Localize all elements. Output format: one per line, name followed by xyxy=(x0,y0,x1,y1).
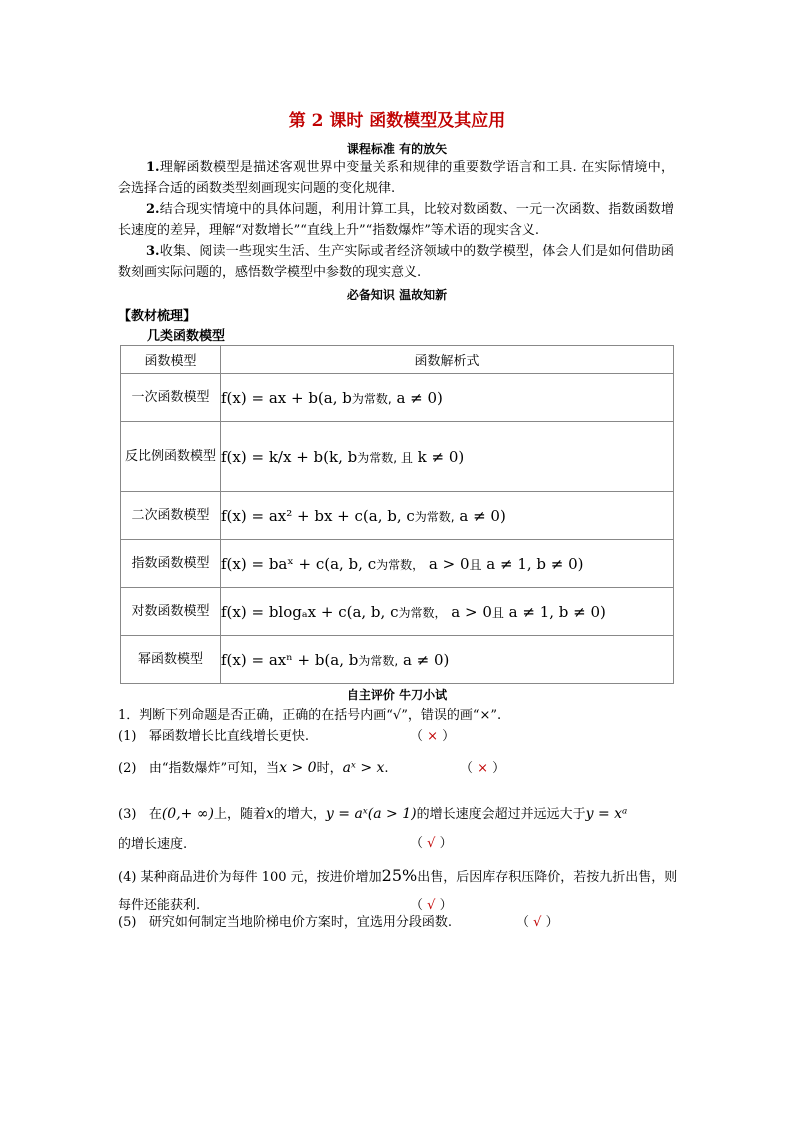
standard-number: 3. xyxy=(146,244,160,259)
answer-bracket: （ √ ） xyxy=(516,915,559,930)
item-text: 由“指数爆炸”可知，当 xyxy=(148,761,280,776)
model-name: 反比例函数模型 xyxy=(121,422,221,492)
formula-tail: a ≠ 1, b ≠ 0) xyxy=(503,602,606,621)
standard-number: 2. xyxy=(146,202,160,217)
formula-mid: a > 0 xyxy=(424,554,470,573)
standard-item-1 xyxy=(118,157,674,199)
item-text: 时， xyxy=(316,761,343,776)
question-intro: 1．判断下列命题是否正确，正确的在括号内画“√”，错误的画“×”. xyxy=(118,708,502,723)
item-text: 的增长速度会超过并远远大于 xyxy=(416,807,586,822)
formula-math: f(x) = axⁿ + b(a, b xyxy=(221,650,359,669)
standard-item-2 xyxy=(118,199,674,241)
formula-mid: a > 0 xyxy=(446,602,492,621)
item-text: 在 xyxy=(148,807,162,822)
formula-condition-2: 且 xyxy=(491,605,504,620)
model-formula xyxy=(221,540,674,588)
item-math: 25% xyxy=(381,866,418,885)
column-header-formula: 函数解析式 xyxy=(221,346,674,374)
model-formula xyxy=(221,422,674,492)
formula-math: f(x) = blogₐx + c(a, b, c xyxy=(221,602,399,621)
formula-tail: a ≠ 0) xyxy=(454,506,506,525)
formula-math: f(x) = k/x + b(k, b xyxy=(221,447,358,466)
formula-math: f(x) = baˣ + c(a, b, c xyxy=(221,554,377,573)
model-name: 对数函数模型 xyxy=(121,588,221,636)
answer-mark: √ xyxy=(533,915,542,930)
formula-condition-2: 且 xyxy=(469,557,482,572)
formula-math: f(x) = ax² + bx + c(a, b, c xyxy=(221,506,415,525)
item-math: aˣ > x xyxy=(342,760,385,776)
standard-number: 1. xyxy=(146,160,160,175)
item-label: (2) xyxy=(118,761,137,776)
item-text: 幂函数增长比直线增长更快. xyxy=(148,729,309,744)
item-text: 上，随着 xyxy=(213,807,266,822)
table-row xyxy=(121,540,674,588)
standard-item-3 xyxy=(118,241,674,283)
standards-heading: 课程标准 有的放矢 xyxy=(346,142,448,156)
question-item-5 xyxy=(118,912,678,933)
column-header-model: 函数模型 xyxy=(121,346,221,374)
answer-bracket: （ √ ） xyxy=(410,898,453,913)
formula-condition: 为常数, xyxy=(414,509,455,524)
answer-bracket: （ × ） xyxy=(410,729,456,744)
lesson-title: 第 2 课时 函数模型及其应用 xyxy=(288,111,506,131)
self-eval-heading: 自主评价 牛刀小试 xyxy=(346,688,448,702)
model-name: 幂函数模型 xyxy=(121,636,221,684)
answer-bracket: （ √ ） xyxy=(410,836,453,851)
answer-mark: √ xyxy=(427,898,436,913)
formula-condition: 为常数, xyxy=(351,391,392,406)
table-row xyxy=(121,422,674,492)
formula-tail: a ≠ 0) xyxy=(398,650,450,669)
knowledge-heading: 必备知识 温故知新 xyxy=(346,288,448,302)
item-text: 的增长速度. xyxy=(118,837,188,852)
model-formula xyxy=(221,374,674,422)
model-formula xyxy=(221,588,674,636)
question-item-2 xyxy=(118,758,678,779)
formula-tail: k ≠ 0) xyxy=(412,447,465,466)
answer-mark: √ xyxy=(427,836,436,851)
formula-condition: 为常数, xyxy=(358,653,399,668)
model-name: 一次函数模型 xyxy=(121,374,221,422)
table-row xyxy=(121,492,674,540)
table-row xyxy=(121,374,674,422)
standard-text: 收集、阅读一些现实生活、生产实际或者经济领域中的数学模型，体会人们是如何借助函数刻画实际问题的，感悟数学模型中参数的现实意义. xyxy=(118,244,674,280)
item-text: 出售，后因库存积压降价，若按九折出售，则每件还能获利. xyxy=(118,870,678,913)
table-caption: 几类函数模型 xyxy=(147,329,226,344)
answer-bracket: （ × ） xyxy=(460,761,506,776)
formula-condition: 为常数, 且 xyxy=(357,450,413,465)
answer-mark: × xyxy=(477,761,489,776)
answer-mark: × xyxy=(427,729,439,744)
item-text: 的增大， xyxy=(273,807,326,822)
formula-tail: a ≠ 0) xyxy=(391,388,443,407)
table-header-row xyxy=(121,346,674,374)
item-math: (0,+ ∞) xyxy=(161,806,214,822)
item-label: (3) xyxy=(118,807,137,822)
standard-text: 理解函数模型是描述客观世界中变量关系和规律的重要数学语言和工具. 在实际情境中，会选择合适的函数类型刻画现实问题的变化规律. xyxy=(118,160,674,196)
item-text: 某种商品进价为每件 100 元，按进价增加 xyxy=(140,870,382,885)
textbook-label: 【教材梳理】 xyxy=(118,309,197,324)
formula-math: f(x) = ax + b(a, b xyxy=(221,388,352,407)
item-math: x xyxy=(265,806,274,822)
table-row xyxy=(121,636,674,684)
item-label: (5) xyxy=(118,915,137,930)
question-item-1 xyxy=(118,726,678,747)
model-name: 指数函数模型 xyxy=(121,540,221,588)
item-text: . xyxy=(384,761,389,776)
question-item-3 xyxy=(118,799,678,860)
formula-tail: a ≠ 1, b ≠ 0) xyxy=(481,554,584,573)
item-math: y = xᵃ xyxy=(585,806,628,822)
item-label: (4) xyxy=(118,870,137,885)
standard-text: 结合现实情境中的具体问题，利用计算工具，比较对数函数、一元一次函数、指数函数增长速度的差异，理解“对数增长”“直线上升”“指数爆炸”等术语的现实含义. xyxy=(118,202,674,238)
function-models-table xyxy=(120,345,674,684)
table-row xyxy=(121,588,674,636)
formula-condition: 为常数， xyxy=(376,557,425,572)
item-math: x > 0 xyxy=(279,760,317,776)
item-math: y = aˣ(a > 1) xyxy=(325,806,417,822)
model-formula xyxy=(221,636,674,684)
item-text: 研究如何制定当地阶梯电价方案时，宜选用分段函数. xyxy=(148,915,452,930)
model-name: 二次函数模型 xyxy=(121,492,221,540)
model-formula xyxy=(221,492,674,540)
formula-condition: 为常数， xyxy=(398,605,447,620)
item-label: (1) xyxy=(118,729,137,744)
